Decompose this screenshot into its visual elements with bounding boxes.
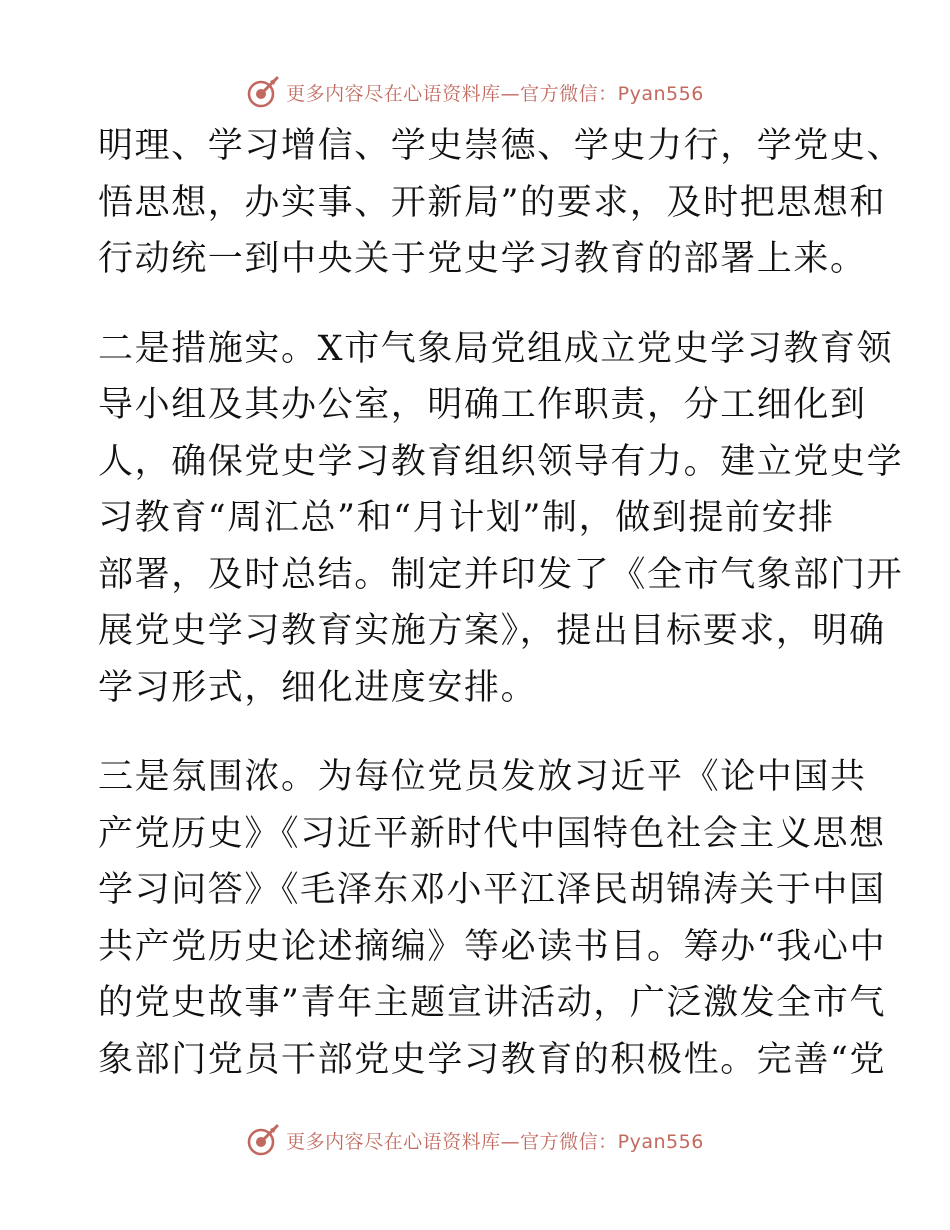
paragraph: [98, 321, 904, 717]
text-line: 象部门党员干部党史学习教育的积极性。完善“党: [98, 1039, 887, 1080]
document-body: [98, 118, 904, 1088]
footer-watermark: [0, 1120, 950, 1160]
text-line: 行动统一到中央关于党史学习教育的部署上来。: [98, 239, 867, 279]
text-line: 产党历史》《习近平新时代中国特色社会主义思想: [98, 813, 886, 854]
watermark-text: 更多内容尽在心语资料库—官方微信：Pyan556: [286, 1130, 704, 1153]
paragraph: [98, 118, 904, 288]
text-line: 三是氛围浓。为每位党员发放习近平《论中国共: [98, 757, 867, 797]
quill-logo-icon: [246, 75, 280, 109]
text-line: 习教育“周汇总”和“月计划”制，做到提前安排: [98, 498, 835, 538]
watermark-text: 更多内容尽在心语资料库—官方微信：Pyan556: [286, 82, 704, 105]
paragraph: [98, 749, 887, 1088]
text-line: 二是措施实。X市气象局党组成立党史学习教育领: [98, 328, 894, 369]
text-line: 共产党历史论述摘编》等必读书目。筹办“我心中: [98, 926, 887, 967]
header-watermark: [0, 72, 950, 112]
text-line: 部署，及时总结。制定并印发了《全市气象部门开: [98, 554, 904, 595]
text-line: 的党史故事”青年主题宣讲活动，广泛激发全市气: [98, 983, 887, 1023]
text-line: 人，确保党史学习教育组织领导有力。建立党史学: [98, 441, 904, 482]
text-line: 明理、学习增信、学史崇德、学史力行，学党史、: [98, 126, 904, 166]
quill-logo-icon: [246, 1123, 280, 1157]
text-line: 学习形式，细化进度安排。: [98, 667, 538, 708]
text-line: 悟思想，办实事、开新局”的要求，及时把思想和: [98, 182, 887, 223]
text-line: 学习问答》《毛泽东邓小平江泽民胡锦涛关于中国: [98, 870, 886, 910]
text-line: 展党史学习教育实施方案》，提出目标要求，明确: [98, 611, 886, 651]
text-line: 导小组及其办公室，明确工作职责，分工细化到: [98, 385, 867, 425]
